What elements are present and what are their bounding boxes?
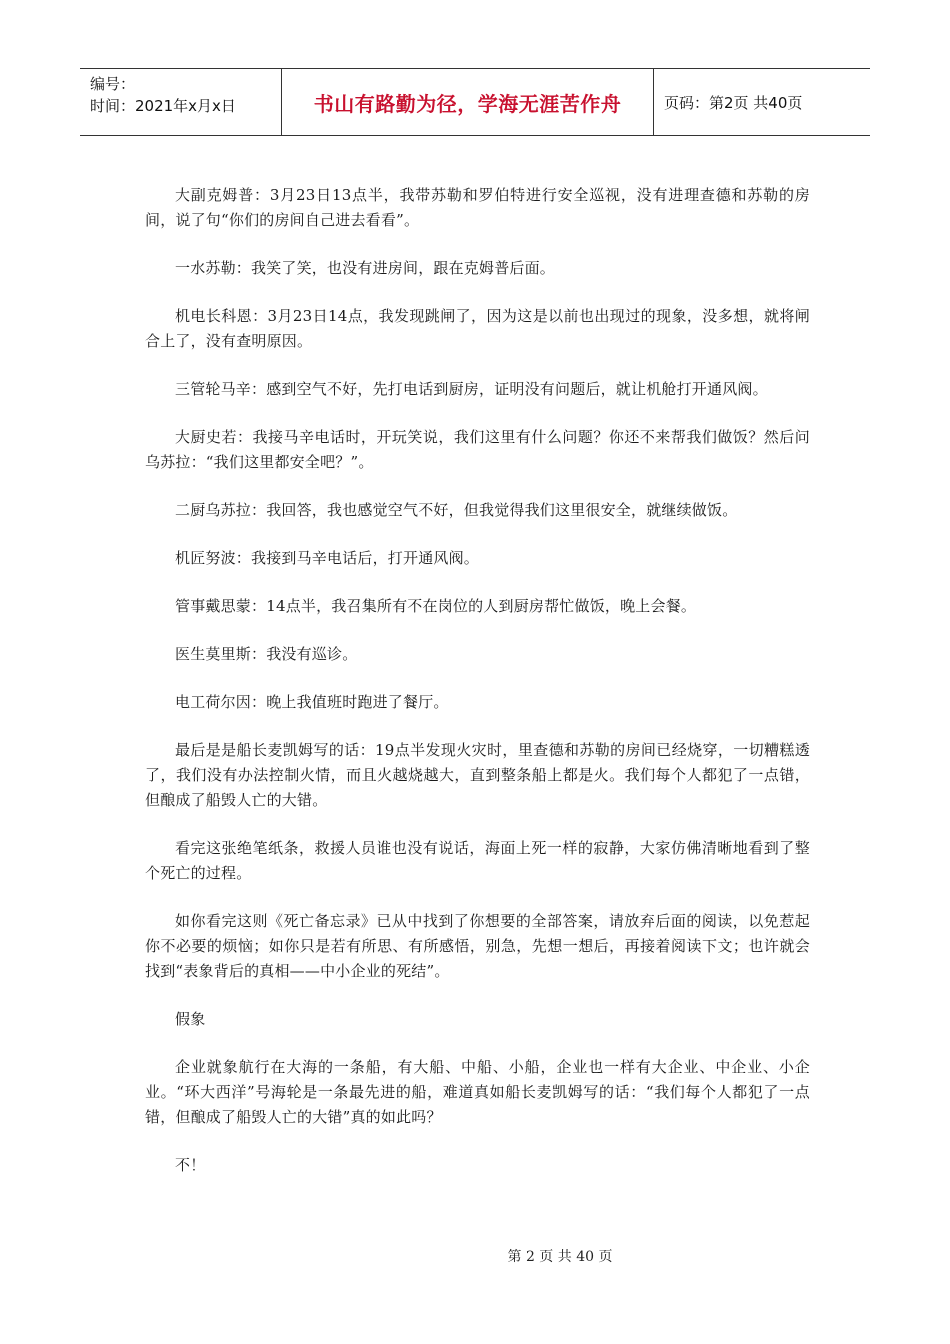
paragraph: 不！ (175, 1156, 206, 1174)
section-heading: 假象 (175, 1010, 206, 1028)
date-line: 时间：2021年x月x日 (90, 97, 236, 115)
paragraph: 看完这张绝笔纸条，救援人员谁也没有说话，海面上死一样的寂静，大家仿佛清晰地看到了整个死亡的过程。 (145, 839, 810, 882)
doc-number-label: 编号： (90, 75, 136, 93)
paragraph: 企业就象航行在大海的一条船，有大船、中船、小船，企业也一样有大企业、中企业、小企业。“环大西洋”号海轮是一条最先进的船，难道真如船长麦凯姆写的话：“我们每个人都犯了一点错，但酿成了船毁人亡的大错”真的如此吗？ (145, 1058, 810, 1126)
header-meta (80, 69, 282, 135)
paragraph: 大厨史若：我接马辛电话时，开玩笑说，我们这里有什么问题？你还不来帮我们做饭？然后问乌苏拉：“我们这里都安全吧？”。 (145, 428, 810, 471)
paragraph: 一水苏勒：我笑了笑，也没有进房间，跟在克姆普后面。 (175, 259, 556, 277)
paragraph: 三管轮马辛：感到空气不好，先打电话到厨房，证明没有问题后，就让机舱打开通风阀。 (175, 380, 768, 398)
paragraph: 电工荷尔因：晚上我值班时跑进了餐厅。 (175, 693, 449, 711)
paragraph: 如你看完这则《死亡备忘录》已从中找到了你想要的全部答案，请放弃后面的阅读，以免惹起你不必要的烦恼；如你只是若有所思、有所感悟，别急，先想一想后，再接着阅读下文；也许就会找到“表象背后的真相——中小企业的死结”。 (145, 912, 810, 980)
paragraph: 最后是是船长麦凯姆写的话：19点半发现火灾时，里查德和苏勒的房间已经烧穿，一切糟糕透了，我们没有办法控制火情，而且火越烧越大，直到整条船上都是火。我们每个人都犯了一点错，但酿成了船毁人亡的大错。 (145, 741, 810, 809)
paragraph: 二厨乌苏拉：我回答，我也感觉空气不好，但我觉得我们这里很安全，就继续做饭。 (175, 501, 738, 519)
document-body (145, 183, 810, 1201)
page-footer: 第 2 页 共 40 页 (507, 1249, 613, 1265)
paragraph: 机电长科恩：3月23日14点，我发现跳闸了，因为这是以前也出现过的现象，没多想，就将闸合上了，没有查明原因。 (145, 307, 810, 350)
header-page-info: 页码：第2页 共40页 (664, 93, 803, 112)
paragraph: 大副克姆普：3月23日13点半，我带苏勒和罗伯特进行安全巡视，没有进理查德和苏勒的房间，说了句“你们的房间自己进去看看”。 (145, 186, 810, 229)
header-motto: 书山有路勤为径，学海无涯苦作舟 (282, 69, 654, 135)
paragraph: 医生莫里斯：我没有巡诊。 (175, 645, 358, 663)
paragraph: 管事戴思蒙：14点半，我召集所有不在岗位的人到厨房帮忙做饭，晚上会餐。 (175, 597, 697, 615)
paragraph: 机匠努波：我接到马辛电话后，打开通风阀。 (175, 549, 480, 567)
page-header (80, 68, 870, 136)
